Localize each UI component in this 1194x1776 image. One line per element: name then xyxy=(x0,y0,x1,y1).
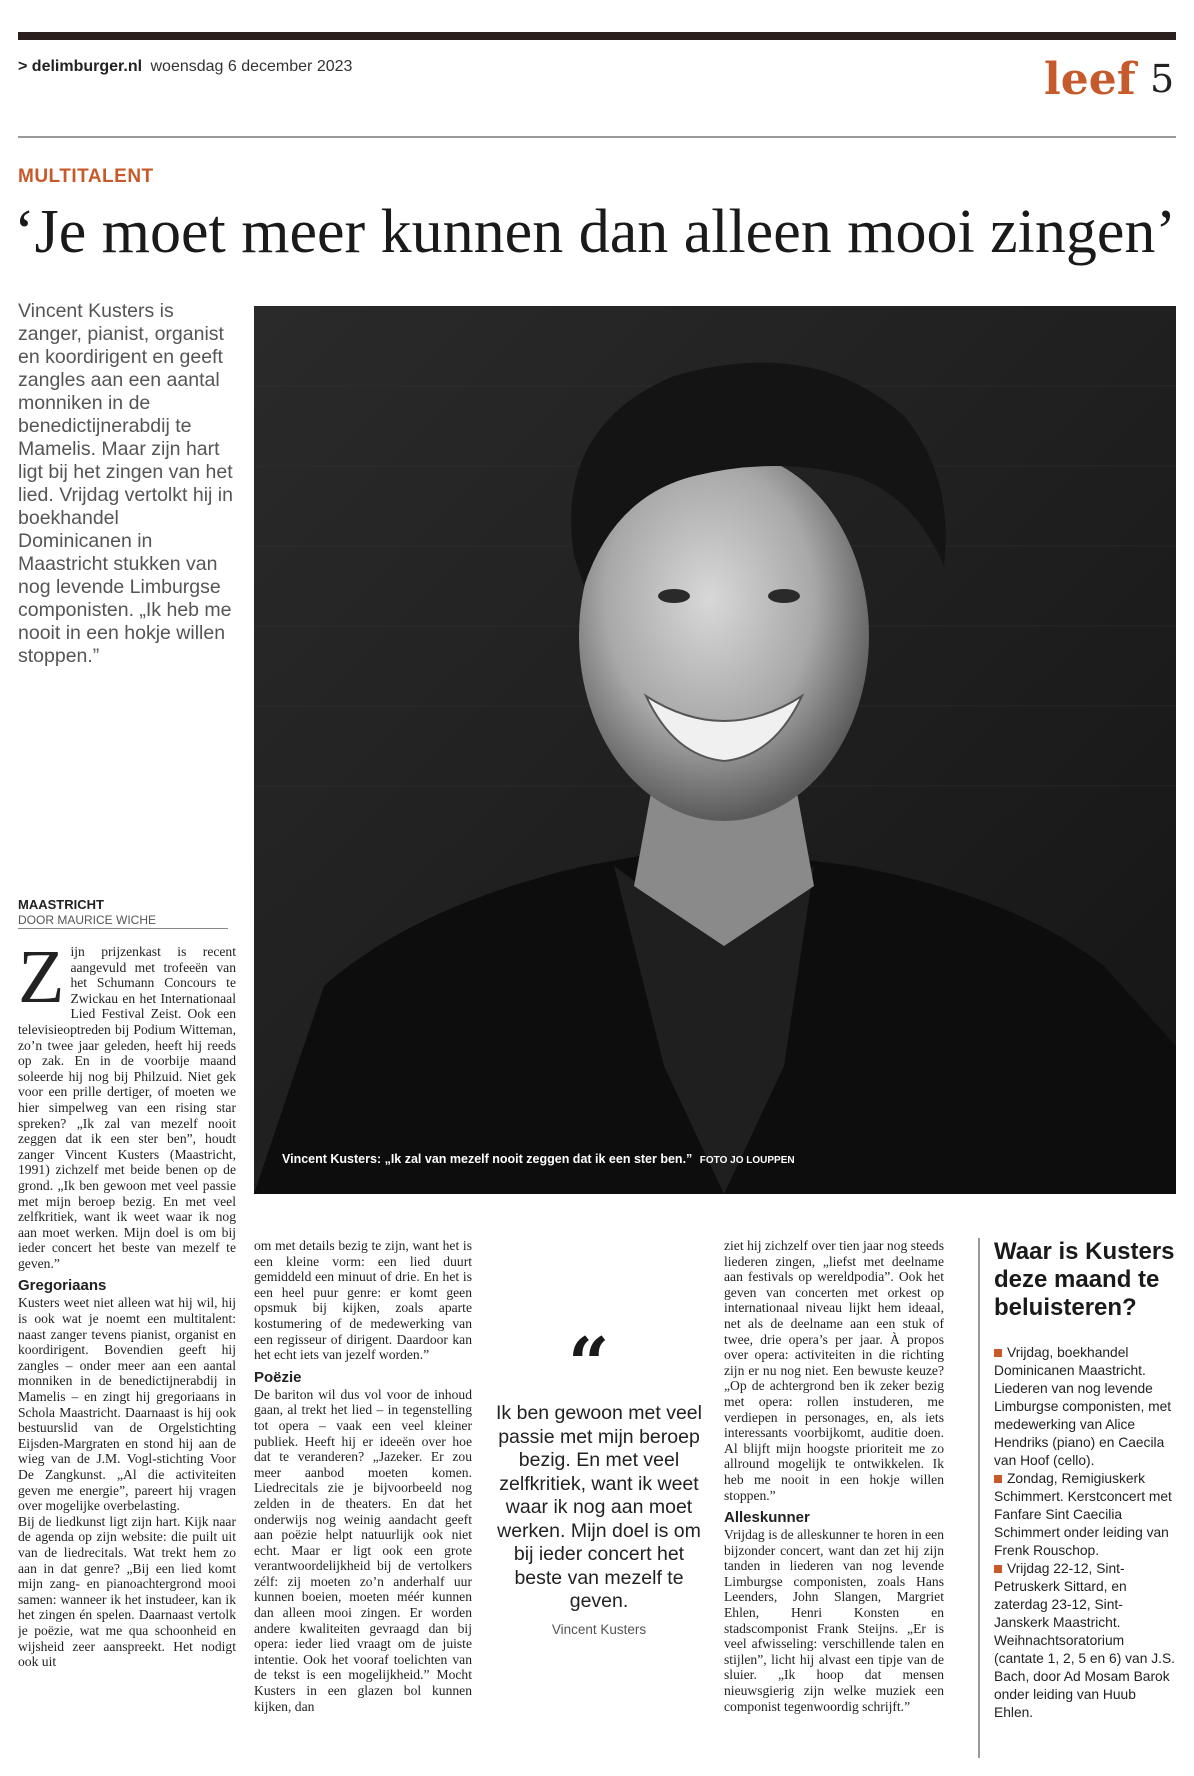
byline-rule xyxy=(18,928,228,929)
photo-caption xyxy=(282,1152,795,1166)
subheading-poezie: Poëzie xyxy=(254,1368,302,1386)
subheading-gregoriaans: Gregoriaans xyxy=(18,1277,107,1295)
section-name: leef xyxy=(1044,54,1136,105)
quote-mark-icon: “ xyxy=(568,1321,610,1406)
headline: ‘Je moet meer kunnen dan alleen mooi zingen’ xyxy=(14,198,1177,266)
pull-quote-author: Vincent Kusters xyxy=(551,1622,647,1637)
caption-text: Vincent Kusters: „Ik zal van mezelf nooit zeggen dat ik een ster ben.” xyxy=(282,1152,693,1166)
paragraph: De bariton wil dus vol voor de inhoud gaan, al trekt het lied – in tegenstelling tot opera – vaak een veel kleiner publiek. Heeft hij er ideeën over hoe dat te veranderen? „Jazeker. Er zou meer aanbod moeten komen. Liedrecitals zie je bijvoorbeeld nog zelden in de theaters. En dat het onderwijs nog weinig aandacht geeft aan poëzie helpt natuurlijk ook niet echt. Maar er ligt ook een grote verantwoordelijkheid bij de vertolkers zélf: zij moeten zo’n anderhalf uur kunnen boeien, moeten méér kunnen dan alleen mooi zingen. Er worden andere kwaliteiten gevraagd dan bij opera: ieder lied vraagt om de juiste intentie. Ook het vooraf toelichten van de tekst is een mogelijkheid.” Mocht Kusters in een glazen bol kunnen kijken, dan xyxy=(254,1386,472,1714)
square-bullet-icon xyxy=(994,1475,1002,1483)
body-column-3 xyxy=(724,1238,944,1754)
paragraph: Vrijdag is de alleskunner te horen in een bijzonder concert, want dan zet hij zijn tanden in liederen van nog levende Limburgse componisten, zoals Hans Leenders, John Slangen, Margriet Ehlen, Henri Konsten en stadscomponist Frank Steijns. „Er is veel afwisseling: verschillende talen en stijlen”, licht hij alvast een tipje van de sluier. „Ik hoop dat mensen nieuwsgierig zijn welke muziek een componist tegenwoordig schrijft.” xyxy=(724,1527,944,1714)
page-number: 5 xyxy=(1150,57,1175,101)
header-rule xyxy=(18,136,1176,138)
byline: DOOR MAURICE WICHE xyxy=(18,913,156,927)
issue-date: woensdag 6 december 2023 xyxy=(150,58,353,75)
list-item-text: Vrijdag, boekhandel Dominicanen Maastricht. Liederen van nog levende Limburgse componisten, met medewerking van Alice Hendriks (piano) en Caecila van Hoof (cello). xyxy=(994,1345,1172,1468)
pull-quote: Ik ben gewoon met veel passie met mijn beroep bezig. En met veel zelfkritiek, want ik weet waar ik nog aan moet werken. Mijn doel is om bij ieder concert het beste van mezelf te geven. xyxy=(496,1402,702,1612)
list-item-text: Vrijdag 22-12, Sint-Petruskerk Sittard, en zaterdag 23-12, Sint-Janskerk Maastricht. Weihnachtsoratorium (cantate 1, 2, 5 en 6) van J.S. Bach, door Ad Mosam Barok onder leiding van Huub Ehlen. xyxy=(994,1561,1175,1720)
sidebar-rule xyxy=(978,1238,980,1758)
square-bullet-icon xyxy=(994,1349,1002,1357)
paragraph: ijn prijzenkast is recent aangevuld met trofeeën van het Schumann Concours te Zwickau en het Internationaal Lied Festival Zeist. Ook een televisieoptreden bij Podium Witteman, zo’n twee jaar geleden, heeft hij reeds op zak. En in de voorbije maand soleerde hij nog bij Philzuid. Niet gek voor een prille dertiger, of moeten we hier simpelweg van een rising star spreken? „Ik zal van mezelf nooit zeggen dat ik een ster ben”, houdt zanger Vincent Kusters (Maastricht, 1991) zichzelf met beide benen op de grond. „Ik ben gewoon met veel passie met mijn beroep bezig. En met veel zelfkritiek, want ik weet waar ik nog aan moet werken. Mijn doel is om bij ieder concert het beste van mezelf te geven.” xyxy=(18,944,236,1271)
dateline: MAASTRICHT xyxy=(18,897,104,912)
body-column-1 xyxy=(18,944,236,1754)
masthead xyxy=(18,58,352,76)
photo-credit: FOTO JO LOUPPEN xyxy=(699,1155,795,1166)
list-item xyxy=(994,1470,1176,1560)
kicker: MULTITALENT xyxy=(18,166,154,187)
list-item-text: Zondag, Remigiuskerk Schimmert. Kerstconcert met Fanfare Sint Caecilia Schimmert onder leiding van Frenk Rouschop. xyxy=(994,1471,1172,1558)
top-bar xyxy=(18,32,1176,40)
paragraph: Bij de liedkunst ligt zijn hart. Kijk naar de agenda op zijn website: die puilt uit van de liedrecitals. Wat trekt hem zo aan in dat genre? „Bij een lied komt mijn zang- en pianoachtergrond mooi samen: wanneer ik het instudeer, kan ik het zingen én spelen. Daarnaast vertolk je poëzie, wat me qua schoonheid en wijsheid zeer aanspreekt. Het nodigt ook uit xyxy=(18,1513,236,1670)
sidebar-title: Waar is Kusters deze maand te beluisteren? xyxy=(994,1238,1175,1321)
body-column-2 xyxy=(254,1238,472,1754)
square-bullet-icon xyxy=(994,1565,1002,1573)
paragraph: om met details bezig te zijn, want het is een kleine vorm: een lied duurt gemiddeld een minuut of drie. En het is een heel puur genre: er komt geen opsmuk bij kijken, zoals aparte kostumering of de medewerking van een regisseur of dirigent. Daardoor kan het echt iets van jezelf worden.” xyxy=(254,1238,472,1363)
list-item xyxy=(994,1344,1176,1470)
drop-cap: Z xyxy=(18,944,65,1019)
paragraph: ziet hij zichzelf over tien jaar nog steeds liederen zingen, „liefst met deelname aan festivals op wereldpodia”. Ook het geven van concerten met orkest op internationaal niveau lijkt hem ideaal, net als de deelname aan een stuk of twee, drie opera’s per jaar. À propos over opera: activiteiten in die richting zijn er nu nog niet. Een bewuste keuze? „Op de achtergrond ben ik zeker bezig met opera: rollen instuderen, me verdiepen in personages, en, als iets interessants voorbijkomt, auditie doen. Al blijft mijn hoogste prioriteit me zo allround mogelijk te ontwikkelen. Ik heb me nooit in een hokje willen stoppen.” xyxy=(724,1238,944,1503)
site-link[interactable]: > delimburger.nl xyxy=(18,58,143,75)
portrait-photo xyxy=(254,306,1176,1194)
intro-text: Vincent Kusters is zanger, pianist, organist en koordirigent en geeft zangles aan een aantal monniken in de benedictijnerabdij te Mamelis. Maar zijn hart ligt bij het zingen van het lied. Vrijdag vertolkt hij in boekhandel Dominicanen in Maastricht stukken van nog levende Limburgse componisten. „Ik heb me nooit in een hokje willen stoppen.” xyxy=(18,300,233,667)
paragraph: Kusters weet niet alleen wat hij wil, hij is ook wat je noemt een multitalent: naast zanger tevens pianist, organist en koordirigent. Bovendien geeft hij zangles – onder meer aan een aantal monniken in de benedictijnerabdij in Mamelis – en zingt hij gregoriaans in Schola Maastricht. Daarnaast is hij ook bestuurslid van de Orgelstichting Eijsden-Margraten en stond hij aan de wieg van de J.M. Vogl-stichting Voor De Zangkunst. „Al die activiteiten geven me energie”, pareert hij vragen over mogelijke overbelasting. xyxy=(18,1295,236,1514)
list-item xyxy=(994,1560,1176,1722)
sidebar-list xyxy=(994,1344,1176,1722)
subheading-alleskunner: Alleskunner xyxy=(724,1509,810,1527)
